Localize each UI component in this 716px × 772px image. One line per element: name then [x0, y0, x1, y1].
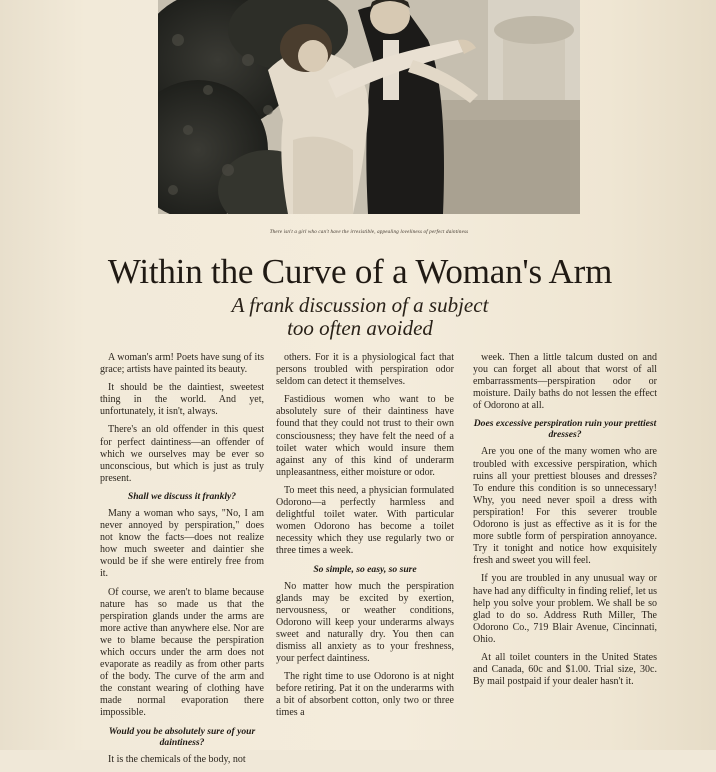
text-column-2: [276, 352, 454, 726]
paragraph: week. Then a little talcum dusted on and you can forget all about that worst of all embarrassments—perspiration odor or moisture. Daily baths do not lessen the effect of Odorono at all.: [473, 352, 657, 412]
paragraph: The right time to use Odorono is at night before retiring. Pat it on the underarms with a bit of absorbent cotton, only two or three times a: [276, 671, 454, 719]
paragraph: A woman's arm! Poets have sung of its grace; artists have painted its beauty.: [100, 352, 264, 376]
section-heading: So simple, so easy, so sure: [313, 563, 417, 575]
paragraph: others. For it is a physiological fact that persons troubled with perspiration odor seldom can detect it themselves.: [276, 352, 454, 388]
paragraph: No matter how much the perspiration glands may be excited by exertion, nervousness, or weather conditions, Odorono will keep your underarms always sweet and naturally dry. You then can dismiss all anxiety as to your freshness, your perfect daintiness.: [276, 580, 454, 665]
paragraph: At all toilet counters in the United States and Canada, 60c and $1.00. Trial size, 30c. By mail postpaid if your dealer hasn't it.: [473, 651, 657, 688]
paragraph: It should be the daintiest, sweetest thing in the world. And yet, unfortunately, it isn't, always.: [100, 382, 264, 418]
paragraph: To meet this need, a physician formulated Odorono—a perfectly harmless and delightful toilet water. With particular women Odorono has become a toilet necessity which they use regularly two or three times a week.: [276, 484, 454, 557]
illustration-drawing: [158, 0, 580, 214]
paragraph: Are you one of the many women who are troubled with excessive perspiration, which ruins all your prettiest blouses and dresses? To endure this condition is so unnecessary! Why, you need never spoil a dress with perspiration! For this severer trouble Odorono is just as effective as it is for the more subtle form of perspiration annoyance. Try it tonight and notice how exquisitely fresh and sweet you will feel.: [473, 446, 657, 567]
section-heading: Would you be absolutely sure of your daintiness?: [108, 725, 256, 748]
subheadline-line-2: too often avoided: [287, 316, 433, 340]
section-heading: Shall we discuss it frankly?: [127, 490, 237, 502]
text-column-1: [100, 352, 264, 772]
paragraph: If you are troubled in any unusual way or have had any difficulty in finding relief, let us help you solve your problem. We shall be so glad to do so. Address Ruth Miller, The Odorono Co., 719 Blair Avenue, Cincinnati, Ohio.: [473, 573, 657, 645]
paragraph: It is the chemicals of the body, not: [108, 753, 246, 765]
couple-illustration: [158, 0, 580, 214]
paragraph: Fastidious women who want to be absolutely sure of their daintiness have found that they could not trust to their own consciousness; they have felt the need of a toilet water which would insure them against any of this kind of underarm unpleasantness, either moisture or odor.: [276, 394, 454, 478]
paragraph: Many a woman who says, "No, I am never annoyed by perspiration," does not know the facts—does not realize how much sweeter and daintier she would be if she were entirely free from it.: [100, 507, 264, 580]
illustration-caption: There isn't a girl who can't have the irresistible, appealing loveliness of perfect daintiness: [269, 230, 469, 235]
section-heading: Does excessive perspiration ruin your prettiest dresses?: [473, 418, 657, 441]
paragraph: There's an old offender in this quest for perfect daintiness—an offender of which we ourselves may be ever so unconscious, but which is just as truly present.: [100, 424, 264, 484]
headline: Within the Curve of a Woman's Arm: [107, 252, 613, 291]
subheadline-line-1: A frank discussion of a subject: [231, 293, 489, 317]
paragraph: Of course, we aren't to blame because nature has so made us that the perspiration glands under the arms are more active than anywhere else. Nor are we to blame because the perspiration which occurs under the arm does not evaporate as readily as from other parts of the body. The curve of the arm and the constant wearing of clothing have made normal evaporation there impossible.: [100, 586, 264, 719]
subheadline: [160, 294, 560, 340]
text-column-3: [473, 352, 657, 694]
